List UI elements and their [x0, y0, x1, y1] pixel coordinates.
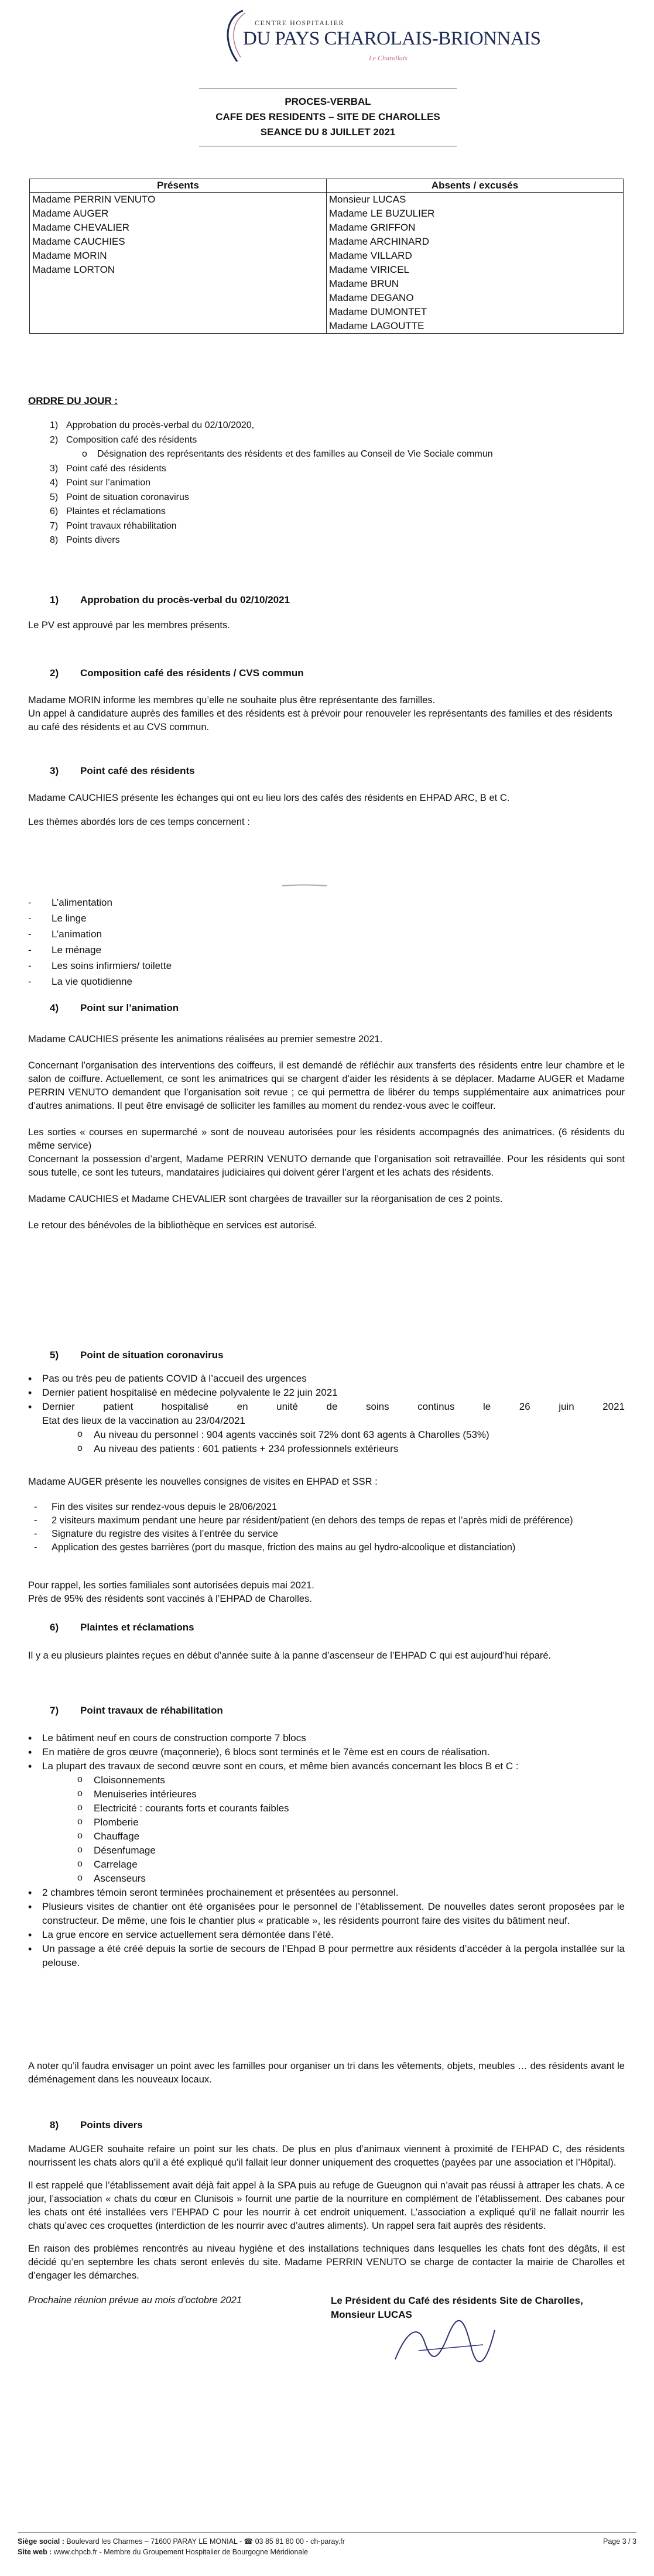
section-number: 8) [50, 2119, 59, 2130]
section-title: Points divers [80, 2119, 143, 2130]
title-line-2: CAFE DES RESIDENTS – SITE DE CHAROLLES [215, 111, 440, 122]
section-6-heading [50, 1622, 194, 1633]
absent-name: Madame DUMONTET [329, 306, 427, 317]
agenda-item [50, 519, 493, 534]
decorative-stroke [281, 884, 328, 888]
signatory-block [331, 2294, 583, 2322]
section-number: 4) [50, 1002, 59, 1013]
agenda-item [50, 491, 493, 505]
absent-name: Madame ARCHINARD [329, 236, 429, 247]
list-item: • Le bâtiment neuf en cours de construction comporte 7 blocs [28, 1731, 625, 1745]
absent-name: Madame BRUN [329, 278, 399, 289]
agenda-item [50, 533, 493, 548]
agenda-num: 4) [50, 478, 59, 488]
coronavirus-list [28, 1372, 625, 1456]
section-8-heading [50, 2119, 143, 2131]
signatory-name: Monsieur LUCAS [331, 2309, 412, 2320]
paragraph: Madame CAUCHIES présente les animations réalisées au premier semestre 2021. [28, 1034, 383, 1044]
paragraph: Pour rappel, les sorties familiales sont autorisées depuis mai 2021. [28, 1580, 314, 1591]
vaccination-sublist [42, 1428, 625, 1456]
section-1-text [28, 619, 625, 632]
theme-item: - Le ménage [28, 944, 102, 955]
sub-item: o Désenfumage [77, 1844, 625, 1858]
logo-main-text: DU PAYS CHAROLAIS-BRIONNAIS [243, 28, 541, 49]
theme-item: - Le linge [28, 913, 87, 924]
paragraph: Le retour des bénévoles de la bibliothèque en services est autorisé. [28, 1220, 317, 1231]
section-number: 7) [50, 1705, 59, 1716]
section-7-heading [50, 1705, 223, 1717]
section-title: Approbation du procès-verbal du 02/10/2021 [80, 594, 290, 605]
sub-item: o Ascenseurs [77, 1872, 625, 1886]
sub-item: o Au niveau des patients : 601 patients + 234 professionnels extérieurs [77, 1442, 625, 1456]
list-item: - 2 visiteurs maximum pendant une heure par résident/patient (en dehors des temps de repas et l’après midi de préférence) [28, 1514, 625, 1527]
agenda-item [50, 476, 493, 491]
footer-address: Siège social : Boulevard les Charmes – 71600 PARAY LE MONIAL - ☎ 03 85 81 80 00 - ch-paray.fr [18, 2537, 345, 2546]
section-number: 1) [50, 594, 59, 605]
paragraph: Madame CAUCHIES présente les échanges qui ont eu lieu lors des cafés des résidents en EHPAD ARC, B et C. [28, 793, 510, 803]
agenda-text: Composition café des résidents [66, 434, 197, 445]
next-meeting: Prochaine réunion prévue au mois d’octobre 2021 [28, 2295, 242, 2306]
title-line-3: SEANCE DU 8 JUILLET 2021 [260, 126, 396, 138]
paragraph: Madame MORIN informe les membres qu’elle ne souhaite plus être représentante des familles. [28, 695, 436, 705]
present-name: Madame CAUCHIES [32, 236, 125, 247]
agenda-item [50, 433, 493, 448]
agenda-text: Point sur l’animation [66, 478, 151, 488]
section-number: 3) [50, 765, 59, 776]
absent-list [327, 193, 624, 334]
paragraph: En raison des problèmes rencontrés au niveau hygiène et des installations techniques dans lesquelles les chats font des dégâts, il est décidé qu’en septembre les chats seront enlevés du site. Madame PERRIN VENUTO se charge de contacter la mairie de Charolles et d’engager les démarches. [28, 2243, 625, 2281]
footer-website: Site web : www.chpcb.fr - Membre du Groupement Hospitalier de Bourgogne Méridionale [18, 2548, 309, 2556]
list-item: • La grue encore en service actuellement sera démontée dans l’été. [28, 1928, 625, 1942]
absent-name: Madame LAGOUTTE [329, 320, 424, 331]
section-title: Plaintes et réclamations [80, 1622, 194, 1633]
agenda-text: Désignation des représentants des résidents et des familles au Conseil de Vie Sociale commun [97, 449, 493, 459]
paragraph: A noter qu’il faudra envisager un point avec les familles pour organiser un tri dans les vêtements, objets, meubles … des résidents avant le déménagement dans les nouveaux locaux. [28, 2061, 625, 2085]
list-item-text: Etat des lieux de la vaccination au 23/04/2021 [42, 1415, 245, 1426]
handwritten-signature [384, 2318, 501, 2371]
list-item: • 2 chambres témoin seront terminées prochainement et présentées au personnel. [28, 1886, 625, 1900]
list-item: - Application des gestes barrières (port du masque, friction des mains au gel hydro-alcoolique et distanciation) [28, 1541, 625, 1554]
section-4-text [28, 1033, 625, 1232]
agenda-num: 2) [50, 434, 59, 445]
themes-list [28, 895, 172, 989]
section-3-text [28, 792, 625, 829]
section-7-note [28, 2060, 625, 2087]
list-item [28, 1400, 625, 1456]
document-title [199, 88, 457, 146]
list-item [28, 1759, 625, 1886]
theme-item: - La vie quotidienne [28, 976, 133, 987]
section-1-heading [50, 594, 290, 606]
sub-item: o Menuiseries intérieures [77, 1787, 625, 1801]
agenda-text: Plaintes et réclamations [66, 506, 166, 516]
agenda-num: 7) [50, 520, 59, 531]
agenda-text: Approbation du procès-verbal du 02/10/2020, [66, 420, 255, 430]
paragraph: Il y a eu plusieurs plaintes reçues en début d’année suite à la panne d’ascenseur de l’EHPAD C qui est aujourd’hui réparé. [28, 1650, 552, 1661]
absent-name: Monsieur LUCAS [329, 194, 406, 205]
agenda-item [50, 462, 493, 477]
agenda-list [50, 419, 493, 548]
sub-item: o Carrelage [77, 1858, 625, 1872]
section-5-visits-intro [28, 1475, 625, 1489]
absent-name: Madame DEGANO [329, 292, 414, 303]
sub-item: o Electricité : courants forts et courants faibles [77, 1801, 625, 1815]
paragraph: Près de 95% des résidents sont vaccinés à l’EHPAD de Charolles. [28, 1594, 312, 1604]
present-name: Madame AUGER [32, 208, 109, 219]
present-name: Madame LORTON [32, 264, 115, 275]
sub-item: o Au niveau du personnel : 904 agents vaccinés soit 72% dont 63 agents à Charolles (53%) [77, 1428, 625, 1442]
absent-name: Madame VIRICEL [329, 264, 409, 275]
signatory-title: Le Président du Café des résidents Site de Charolles, [331, 2295, 583, 2306]
sub-item: o Cloisonnements [77, 1773, 625, 1787]
theme-item: - L’alimentation [28, 897, 112, 908]
agenda-num: 6) [50, 506, 59, 516]
paragraph: Il est rappelé que l’établissement avait déjà fait appel à la SPA puis au refuge de Gueugnon qui n’avait pas réussi à attraper les chats. A ce jour, l’association « chats du cœur en Clunisois » fournit une partie de la nourriture en complément de l’établissement. Des cabanes pour les chats ont été installées vers l’EHPAD C pour les nourrir à cet endroit uniquement. L’association a expliqué qu’il ne fallait nourrir les chats qu’avec ces croquettes (interdiction de les nourrir avec d’autres aliments). Un rappel sera fait auprès des résidents. [28, 2180, 625, 2231]
agenda-num: 3) [50, 463, 59, 474]
agenda-text: Point café des résidents [66, 463, 166, 474]
paragraph: Un appel à candidature auprès des familles et des résidents est à prévoir pour renouveler les représentants des familles et des résidents au café des résidents et au CVS commun. [28, 708, 612, 732]
list-item: • Plusieurs visites de chantier ont été organisées pour le personnel de l’établissement. De nouvelles dates seront proposées par le constructeur. De même, une fois le chantier plus « praticable », les résidents pourront faire des visites du bâtiment neuf. [28, 1900, 625, 1928]
list-item: - Signature du registre des visites à l’entrée du service [28, 1527, 625, 1541]
list-item: • Pas ou très peu de patients COVID à l’accueil des urgences [28, 1372, 625, 1386]
section-2-heading [50, 667, 304, 679]
paragraph: Les thèmes abordés lors de ces temps concernent : [28, 817, 250, 827]
section-6-text [28, 1649, 625, 1663]
list-item: • Un passage a été créé depuis la sortie de secours de l’Ehpad B pour permettre aux résidents d’accéder à la pergola installée sur la pelouse. [28, 1942, 625, 1970]
absent-name: Madame LE BUZULIER [329, 208, 435, 219]
absent-name: Madame GRIFFON [329, 222, 416, 233]
agenda-heading: ORDRE DU JOUR : [28, 395, 118, 406]
paragraph: Les sorties « courses en supermarché » sont de nouveau autorisées pour les résidents accompagnés des animatrices. (6 résidents du même service) [28, 1127, 625, 1151]
present-name: Madame PERRIN VENUTO [32, 194, 156, 205]
sub-item: o Plomberie [77, 1815, 625, 1830]
page-number: Page 3 / 3 [603, 2537, 636, 2546]
agenda-item [50, 505, 493, 519]
section-4-heading [50, 1002, 179, 1014]
theme-item: - L’animation [28, 929, 102, 940]
list-item: - Fin des visites sur rendez-vous depuis le 28/06/2021 [28, 1501, 625, 1514]
list-item: • Dernier patient hospitalisé en médecine polyvalente le 22 juin 2021 [28, 1386, 625, 1400]
section-8-text [28, 2143, 625, 2283]
agenda-sub-bullet: o [82, 449, 87, 459]
attendance-table [29, 179, 624, 334]
sub-item: o Chauffage [77, 1830, 625, 1844]
paragraph: Madame AUGER souhaite refaire un point sur les chats. De plus en plus d’animaux viennent à proximité de l’EHPAD C, des résidents nourrissent les chats alors qu’il a été expliqué qu’il fallait leur donner uniquement des croquettes (payées par une association et l’Hôpital). [28, 2144, 625, 2168]
paragraph: Madame CAUCHIES et Madame CHEVALIER sont chargées de travailler sur la réorganisation de ces 2 points. [28, 1194, 503, 1204]
agenda-subitem [50, 447, 493, 462]
title-line-1: PROCES-VERBAL [285, 96, 371, 107]
agenda-num: 5) [50, 492, 59, 502]
works-list [28, 1731, 625, 1970]
section-title: Point café des résidents [80, 765, 195, 776]
section-3-heading [50, 765, 195, 777]
section-number: 2) [50, 667, 59, 679]
list-item-text: • La plupart des travaux de second œuvre sont en cours, et même bien avancés concernant les blocs B et C : [42, 1760, 519, 1772]
section-5-closing [28, 1579, 625, 1606]
paragraph: Le PV est approuvé par les membres présents. [28, 620, 230, 631]
present-name: Madame CHEVALIER [32, 222, 129, 233]
agenda-text: Point de situation coronavirus [66, 492, 189, 502]
present-name: Madame MORIN [32, 250, 107, 261]
section-number: 5) [50, 1349, 59, 1361]
logo-top-text: CENTRE HOSPITALIER [255, 19, 345, 27]
works-sublist [42, 1773, 625, 1886]
visits-list [28, 1501, 625, 1554]
paragraph: Concernant l’organisation des interventions des coiffeurs, il est demandé de réfléchir aux transferts des résidents entre leur chambre et le salon de coiffure. Actuellement, ce sont les animatrices qui se chargent d’aider les résidents à se déplacer. Madame AUGER et Madame PERRIN VENUTO demandent que l’organisation soit revue ; ce qui permettra de libérer du temps supplémentaire aux animatrices pour d’autres animations. Il peut être envisagé de solliciter les familles au moment du rendez-vous avec le coiffeur. [28, 1060, 625, 1111]
absent-header: Absents / excusés [327, 179, 624, 193]
page-footer [18, 2532, 636, 2557]
agenda-text: Points divers [66, 535, 120, 545]
hospital-logo [220, 6, 541, 70]
section-2-text [28, 694, 625, 734]
present-header: Présents [30, 179, 327, 193]
agenda-item [50, 419, 493, 433]
agenda-num: 1) [50, 420, 59, 430]
section-title: Composition café des résidents / CVS commun [80, 667, 304, 679]
paragraph: Madame AUGER présente les nouvelles consignes de visites en EHPAD et SSR : [28, 1477, 378, 1487]
present-list [30, 193, 327, 334]
paragraph: Concernant la possession d’argent, Madame PERRIN VENUTO demande que l’organisation soit retravaillée. Pour les résidents qui sont sous tutelle, ce sont les tuteurs, mandataires judiciaires qui doivent gérer l’argent et les achats des résidents. [28, 1154, 625, 1178]
absent-name: Madame VILLARD [329, 250, 412, 261]
section-number: 6) [50, 1622, 59, 1633]
section-title: Point sur l’animation [80, 1002, 179, 1013]
section-title: Point travaux de réhabilitation [80, 1705, 223, 1716]
logo-tagline: Le Charollais [369, 54, 408, 62]
section-5-heading [50, 1349, 224, 1361]
section-title: Point de situation coronavirus [80, 1349, 224, 1361]
list-item-text: • Dernier patient hospitalisé en unité de soins continus le 26 juin 2021 [42, 1401, 625, 1412]
list-item: • En matière de gros œuvre (maçonnerie), 6 blocs sont terminés et le 7ème est en cours de réalisation. [28, 1745, 625, 1759]
agenda-num: 8) [50, 535, 59, 545]
theme-item: - Les soins infirmiers/ toilette [28, 960, 172, 971]
agenda-text: Point travaux réhabilitation [66, 520, 177, 531]
